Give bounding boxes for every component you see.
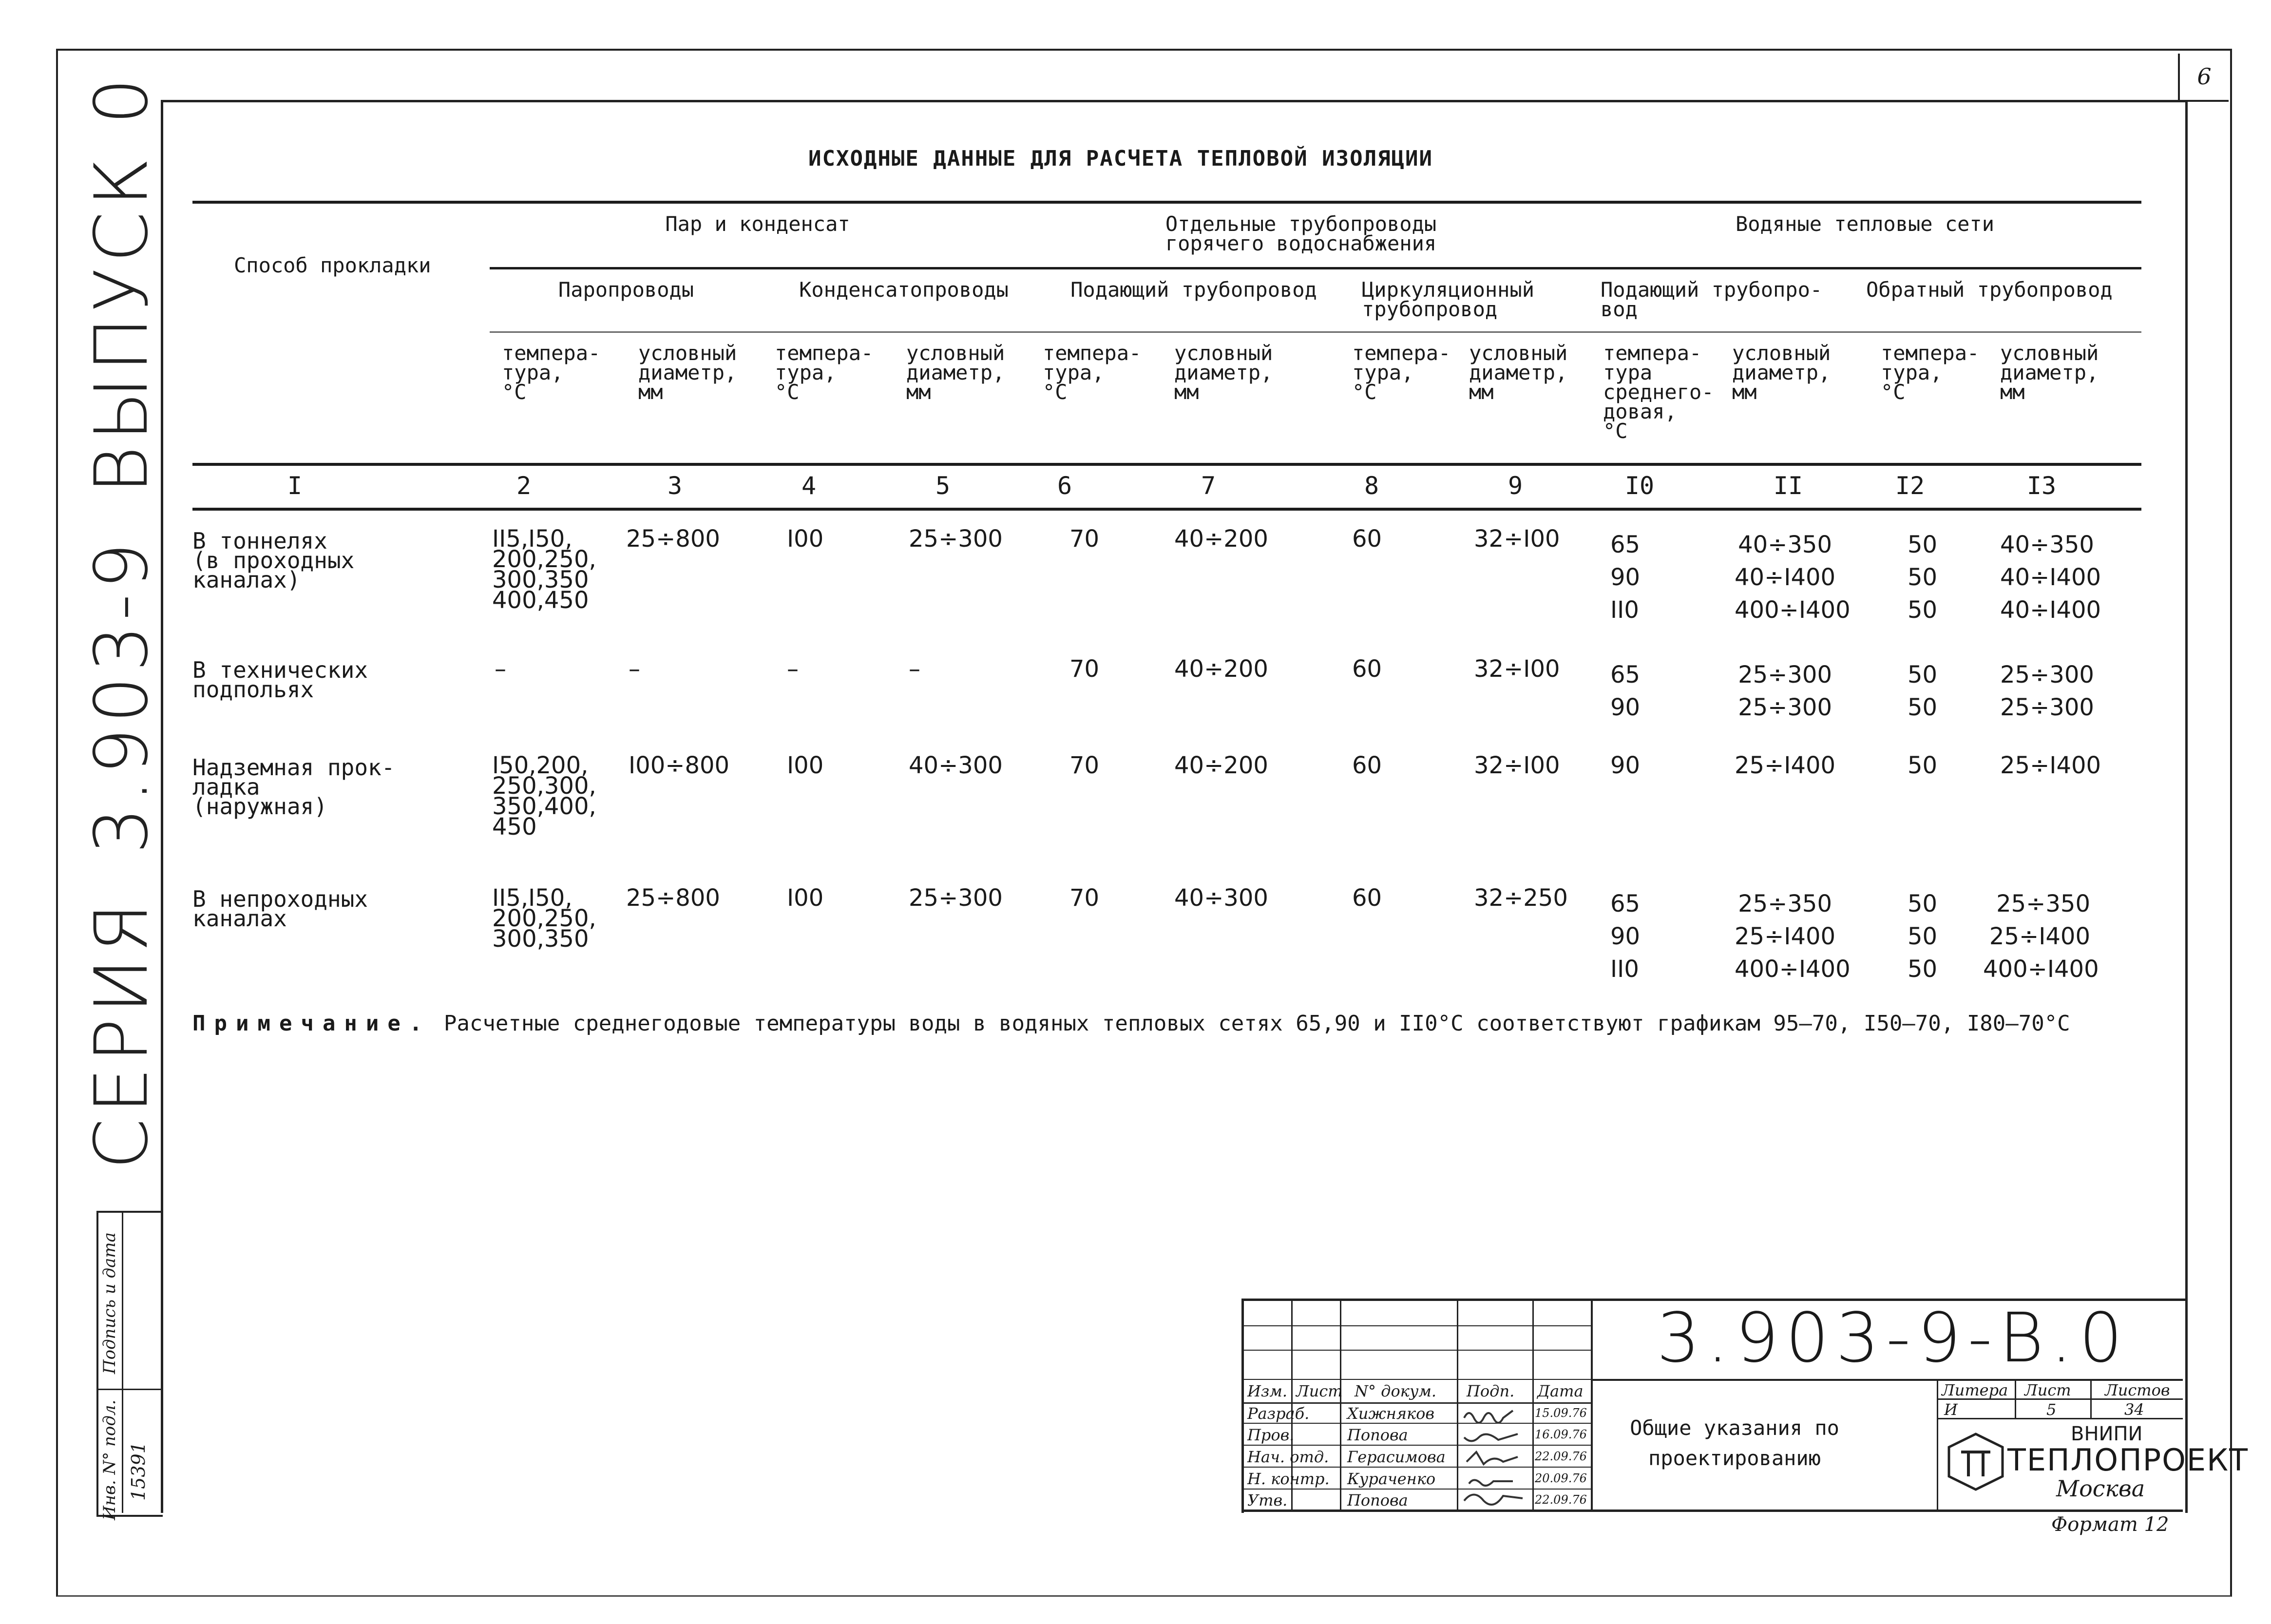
sheet-label: Лист: [2024, 1381, 2071, 1399]
table-row-2-c7: 40÷200: [1174, 655, 1268, 683]
stamp-date-3: 22.09.76: [1535, 1450, 1587, 1463]
organization-logo-icon: [1944, 1430, 2007, 1493]
stamp-role-5: Утв.: [1247, 1491, 1288, 1509]
table-row-1-c6: 70: [1069, 525, 1100, 553]
column-number-3: 3: [667, 472, 683, 500]
table-row-2-method: В технических подпольях: [192, 657, 368, 703]
table-row-2-c10: 65 90: [1610, 661, 1641, 721]
column-number-9: 9: [1508, 472, 1523, 500]
table-row-3-c7: 40÷200: [1174, 752, 1268, 779]
footnote: [192, 1011, 2070, 1036]
header-rule-2: [490, 331, 2141, 333]
table-row-2-c6: 70: [1069, 655, 1100, 683]
stamp-row-line: [1241, 1467, 1591, 1468]
stamp-row-line: [1241, 1423, 1591, 1424]
column-number-7: 7: [1201, 472, 1216, 500]
header-diam-13: условный диаметр, мм: [2000, 341, 2099, 404]
stamp-col-line: [2090, 1379, 2092, 1418]
footnote-label: Примечание.: [192, 1011, 431, 1036]
header-water-supply-pipe: Подающий трубопро- вод: [1601, 278, 1823, 321]
header-diam-11: условный диаметр, мм: [1732, 341, 1831, 404]
table-row-4-c2: II5,I50, 200,250, 300,350: [492, 884, 596, 953]
column-number-10: I0: [1624, 472, 1655, 500]
column-number-6: 6: [1057, 472, 1072, 500]
series-code: 3.903-9: [79, 537, 164, 854]
sheet-number: 6: [2178, 54, 2229, 102]
signature-scribbles: [1459, 1403, 1531, 1508]
header-steam-pipes: Паропроводы: [558, 278, 694, 302]
header-temp-4: темпера- тура, °C: [775, 341, 874, 404]
column-number-2: 2: [516, 472, 532, 500]
stamp-name-3: Герасимова: [1347, 1448, 1446, 1466]
stamp-head-list: Лист: [1296, 1382, 1343, 1400]
stamp-role-2: Пров.: [1247, 1426, 1295, 1444]
header-diam-3: условный диаметр, мм: [638, 341, 737, 404]
column-number-4: 4: [801, 472, 817, 500]
archive-divider-h: [96, 1389, 161, 1390]
org-line-1: ВНИПИ: [2071, 1423, 2143, 1445]
table-row-2-c13: 25÷300 25÷300: [2000, 661, 2094, 721]
stamp-row-line: [1241, 1379, 1591, 1380]
header-temp-6: темпера- тура, °C: [1043, 341, 1142, 404]
header-circulation-pipe: Циркуляционный трубопровод: [1362, 278, 1535, 321]
table-row-1-c13: 40÷350 40÷I400 40÷I400: [2000, 531, 2101, 624]
table-row-2-c8: 60: [1352, 655, 1382, 683]
table-row-4-c13: 25÷350 25÷I400 400÷I400: [1983, 890, 2099, 983]
table-row-1-c10: 65 90 II0: [1610, 531, 1641, 624]
table-row-3-c6: 70: [1069, 752, 1100, 779]
series-label: СЕРИЯ: [79, 898, 164, 1169]
stamp-role-4: Н. контр.: [1247, 1470, 1330, 1488]
stamp-date-4: 20.09.76: [1535, 1471, 1587, 1485]
table-row-4-c11: 25÷350 25÷I400 400÷I400: [1735, 890, 1851, 983]
header-diam-5: условный диаметр, мм: [906, 341, 1005, 404]
header-temp-12: темпера- тура, °C: [1881, 341, 1980, 404]
table-row-4-c5: 25÷300: [909, 884, 1003, 912]
stamp-name-4: Кураченко: [1347, 1470, 1436, 1488]
table-row-1-c2: II5,I50, 200,250, 300,350 400,450: [492, 525, 596, 614]
org-line-2: ТЕПЛОПРОЕКТ: [2007, 1442, 2249, 1478]
stamp-name-2: Попова: [1347, 1426, 1408, 1444]
stamp-role-3: Нач. отд.: [1247, 1448, 1329, 1466]
header-method: Способ прокладки: [234, 253, 431, 277]
litera-value: И: [1944, 1400, 1958, 1419]
table-row-1-c9: 32÷I00: [1474, 525, 1560, 553]
stamp-col-line: [1457, 1299, 1458, 1510]
litera-label: Литера: [1942, 1381, 2008, 1399]
table-row-3-c11: 25÷I400: [1735, 752, 1836, 779]
column-number-11: II: [1773, 472, 1803, 500]
table-row-4-c3: 25÷800: [626, 884, 720, 912]
table-row-1-c4: I00: [787, 525, 824, 553]
table-row-4-c10: 65 90 II0: [1610, 890, 1641, 983]
inv-number-label: Инв. N° подл.: [100, 1399, 119, 1520]
table-row-3-c4: I00: [787, 752, 824, 779]
table-top-rule: [192, 201, 2141, 204]
stamp-row-line: [1937, 1418, 2183, 1419]
stamp-date-1: 15.09.76: [1535, 1406, 1587, 1420]
table-row-4-method: В непроходных каналах: [192, 886, 368, 932]
stamp-head-izm: Изм.: [1247, 1382, 1288, 1400]
archive-divider: [122, 1211, 123, 1513]
table-row-3-c8: 60: [1352, 752, 1382, 779]
table-row-3-c9: 32÷I00: [1474, 752, 1560, 779]
table-row-2-c12: 50 50: [1908, 661, 1938, 721]
column-number-13: I3: [2026, 472, 2057, 500]
paper-format: Формат 12: [2051, 1513, 2169, 1536]
stamp-role-1: Разраб.: [1247, 1404, 1310, 1423]
stamp-date-5: 22.09.76: [1535, 1493, 1587, 1507]
table-row-1-method: В тоннелях (в проходных каналах): [192, 528, 355, 593]
stamp-name-5: Попова: [1347, 1491, 1408, 1509]
table-row-4-c6: 70: [1069, 884, 1100, 912]
issue-label: ВЫПУСК 0: [79, 73, 164, 494]
document-title: Общие указания по проектированию: [1630, 1416, 1839, 1470]
header-temp-8: темпера- тура, °C: [1352, 341, 1451, 404]
table-row-3-c13: 25÷I400: [2000, 752, 2101, 779]
column-number-8: 8: [1364, 472, 1379, 500]
table-row-1-c3: 25÷800: [626, 525, 720, 553]
sign-date-label: Подпись и дата: [100, 1232, 119, 1374]
stamp-col-line: [1340, 1299, 1341, 1510]
stamp-name-1: Хижняков: [1347, 1404, 1435, 1423]
table-row-3-c12: 50: [1908, 752, 1938, 779]
table-row-1-c12: 50 50 50: [1908, 531, 1938, 624]
document-code: 3.903-9-В.0: [1657, 1299, 2130, 1378]
header-temp-10: темпера- тура среднего- довая, °C: [1603, 341, 1714, 443]
table-row-3-c3: I00÷800: [629, 752, 730, 779]
inv-number-value: 15391: [128, 1442, 149, 1501]
table-row-1-c8: 60: [1352, 525, 1382, 553]
table-row-2-c11: 25÷300 25÷300: [1738, 661, 1832, 721]
header-rule-3: [192, 463, 2141, 466]
table-row-2-c9: 32÷I00: [1474, 655, 1560, 683]
column-number-12: I2: [1895, 472, 1925, 500]
table-row-3-method: Надземная прок- ладка (наружная): [192, 754, 395, 820]
title-block-bottom: [1241, 1509, 2183, 1512]
sheets-label: Листов: [2105, 1381, 2170, 1399]
header-hot-water: Отдельные трубопроводы горячего водоснабжения: [1165, 212, 1437, 255]
stamp-col-line: [2015, 1379, 2016, 1418]
table-row-1-c5: 25÷300: [909, 525, 1003, 553]
sheets-value: 34: [2124, 1400, 2144, 1419]
column-number-1: I: [287, 472, 303, 500]
header-diam-9: условный диаметр, мм: [1469, 341, 1568, 404]
header-steam-condensate: Пар и конденсат: [665, 212, 850, 236]
table-row-2-c3: –: [629, 655, 640, 683]
header-temp-2: темпера- тура, °C: [502, 341, 601, 404]
table-row-2-c5: –: [909, 655, 920, 683]
stamp-head-sign: Подп.: [1467, 1382, 1515, 1400]
table-row-1-c11: 40÷350 40÷I400 400÷I400: [1735, 531, 1851, 624]
stamp-col-line: [1532, 1299, 1534, 1510]
stamp-head-doc: N° докум.: [1355, 1382, 1437, 1400]
stamp-row-line: [1241, 1325, 1591, 1326]
header-return-pipe: Обратный трубопровод: [1866, 278, 2113, 302]
stamp-row-line: [1591, 1379, 2183, 1381]
table-row-4-c7: 40÷300: [1174, 884, 1268, 912]
column-number-5: 5: [935, 472, 951, 500]
page-title: ИСХОДНЫЕ ДАННЫЕ ДЛЯ РАСЧЕТА ТЕПЛОВОЙ ИЗОЛЯЦИИ: [808, 146, 1433, 171]
table-row-3-c10: 90: [1610, 752, 1641, 779]
table-row-4-c9: 32÷250: [1474, 884, 1568, 912]
header-rule-1: [490, 267, 2141, 269]
header-condensate-pipes: Конденсатопроводы: [799, 278, 1009, 302]
footnote-text: Расчетные среднегодовые температуры воды в водяных тепловых сетях 65,90 и II0°С соответствуют графикам 95–70, I50–70, I80–70°С: [443, 1011, 2070, 1036]
header-water-networks: Водяные тепловые сети: [1735, 212, 1994, 236]
stamp-col-line: [1591, 1299, 1593, 1510]
stamp-date-2: 16.09.76: [1535, 1428, 1587, 1441]
table-row-3-c2: I50,200, 250,300, 350,400, 450: [492, 752, 596, 841]
series-side-label: [79, 29, 164, 1169]
table-row-2-c2: –: [495, 655, 506, 683]
table-row-4-c12: 50 50 50: [1908, 890, 1938, 983]
header-diam-7: условный диаметр, мм: [1174, 341, 1273, 404]
table-row-3-c5: 40÷300: [909, 752, 1003, 779]
stamp-row-line: [1241, 1489, 1591, 1490]
stamp-row-line: [1241, 1445, 1591, 1446]
org-city: Москва: [2056, 1475, 2145, 1502]
header-supply-pipe: Подающий трубопровод: [1070, 278, 1317, 302]
table-row-2-c4: –: [787, 655, 799, 683]
stamp-row-line: [1241, 1402, 1591, 1404]
stamp-row-line: [1241, 1350, 1591, 1351]
sheet-value: 5: [2046, 1400, 2057, 1419]
stamp-head-date: Дата: [1537, 1382, 1584, 1400]
table-row-4-c8: 60: [1352, 884, 1382, 912]
header-rule-4: [192, 508, 2141, 511]
table-row-4-c4: I00: [787, 884, 824, 912]
table-row-1-c7: 40÷200: [1174, 525, 1268, 553]
